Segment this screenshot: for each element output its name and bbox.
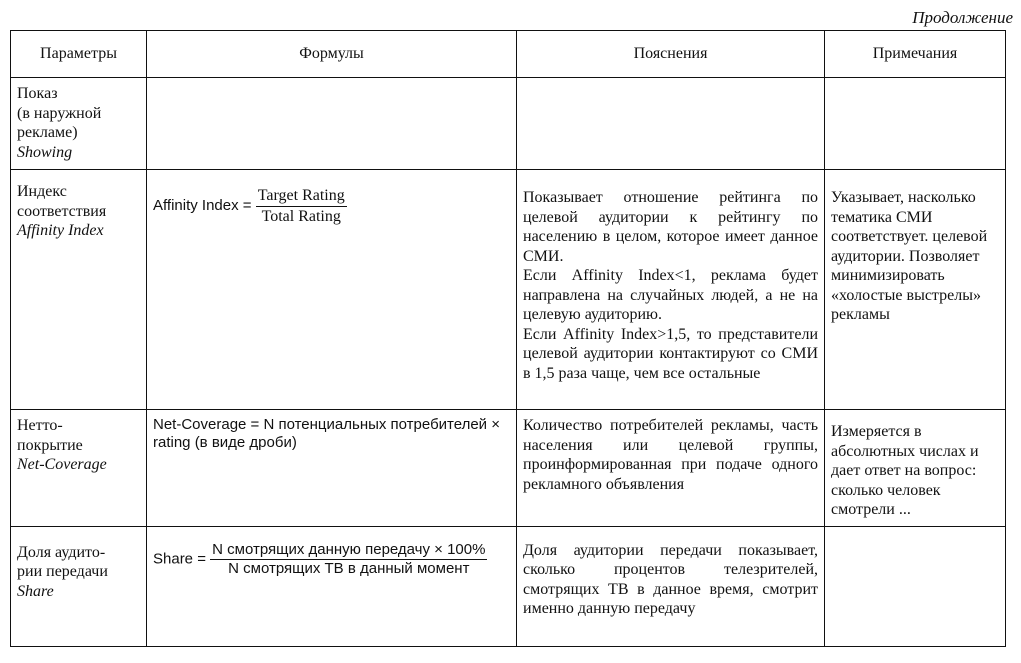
param-line: соответствия xyxy=(17,202,107,220)
header-params: Параметры xyxy=(11,31,147,78)
formula-fraction xyxy=(256,186,347,226)
param-english: Share xyxy=(17,582,54,600)
explanation-cell xyxy=(517,526,825,646)
table-row xyxy=(11,526,1006,646)
formula-lhs: Affinity Index = xyxy=(153,196,252,214)
explanation-paragraph: Показывает отношение рейтинга по целевой аудитории к рейтингу по населению в целом, которое имеет данное СМИ. xyxy=(523,189,818,265)
note-cell xyxy=(825,526,1006,646)
formula-numerator: Target Rating xyxy=(256,186,347,207)
formula-text: Net-Coverage = N потенциальных потребителей × rating (в виде дроби) xyxy=(153,416,500,452)
formula-lhs: Share = xyxy=(153,550,206,568)
note-cell xyxy=(825,410,1006,527)
explanation-paragraph: Если Affinity Index>1,5, то представители целевой аудитории контактируют со СМИ в 1,5 раза чаще, чем все остальные xyxy=(523,325,818,382)
table-row xyxy=(11,78,1006,170)
formula-cell xyxy=(147,410,517,527)
header-notes: Примечания xyxy=(825,31,1006,78)
param-line: покрытие xyxy=(17,436,83,454)
formula-cell xyxy=(147,78,517,170)
explanation-cell xyxy=(517,170,825,410)
note-cell xyxy=(825,170,1006,410)
explanation-cell xyxy=(517,78,825,170)
param-line: Доля аудито- xyxy=(17,543,106,561)
param-english: Net-Coverage xyxy=(17,456,107,474)
header-explanations: Пояснения xyxy=(517,31,825,78)
explanation-paragraph: Доля аудитории передачи показывает, сколько процентов телезрителей, смотрящих ТВ в данное время, смотрит именно данную передачу xyxy=(523,541,818,618)
param-english: Showing xyxy=(17,143,73,161)
formula-numerator: N смотрящих данную передачу × 100% xyxy=(210,541,487,560)
explanation-paragraph: Если Affinity Index<1, реклама будет направлена на случайных людей, а не на целевую аудиторию. xyxy=(523,267,818,324)
header-formulas: Формулы xyxy=(147,31,517,78)
note-text: Измеряется в абсолютных числах и дает ответ на вопрос: сколько человек смотрели ... xyxy=(831,423,979,519)
param-cell xyxy=(11,170,147,410)
param-cell xyxy=(11,78,147,170)
metrics-table xyxy=(10,30,1006,647)
param-line: Нетто- xyxy=(17,417,63,434)
param-line: рекламе) xyxy=(17,124,78,142)
explanation-paragraph: Количество потребителей рекламы, часть населения или целевой группы, проинформированная при подаче одного рекламного объявления xyxy=(523,417,818,493)
note-text: Указывает, насколько тематика СМИ соответствует. целевой аудитории. Позволяет минимизировать «холостые выстрелы» рекламы xyxy=(831,189,988,324)
header-row xyxy=(11,31,1006,78)
param-cell xyxy=(11,410,147,527)
param-line: рии передачи xyxy=(17,563,108,581)
table-row xyxy=(11,170,1006,410)
param-cell xyxy=(11,526,147,646)
param-line: Показ xyxy=(17,85,58,102)
formula-fraction xyxy=(210,541,487,579)
note-cell xyxy=(825,78,1006,170)
explanation-cell xyxy=(517,410,825,527)
formula-denominator: Total Rating xyxy=(261,207,341,225)
formula-cell xyxy=(147,526,517,646)
param-line: (в наружной xyxy=(17,104,102,122)
formula-cell xyxy=(147,170,517,410)
param-english: Affinity Index xyxy=(17,222,104,240)
table-row xyxy=(11,410,1006,527)
param-line: Индекс xyxy=(17,183,67,200)
formula-denominator: N смотрящих ТВ в данный момент xyxy=(228,559,470,577)
continuation-label: Продолжение xyxy=(912,8,1013,27)
